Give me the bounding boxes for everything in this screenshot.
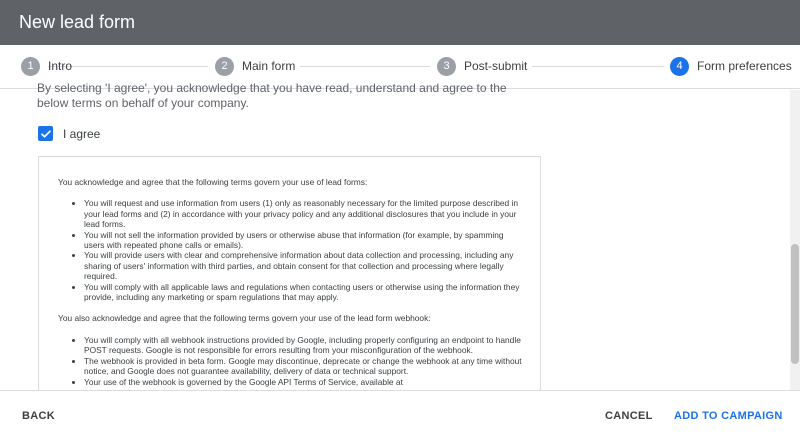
add-to-campaign-button[interactable]: ADD TO CAMPAIGN (674, 410, 783, 422)
list-item: • You will comply with all webhook instructions provided by Google, including properly configuring an endpoint to handle POST requests. Google is not responsible for errors resulting from your misconfiguration of the webhook. (84, 335, 522, 356)
step-number: 2 (215, 57, 234, 76)
step-connector (532, 66, 664, 67)
list-item: • You will request and use information from users (1) only as reasonably necessary for the limited purpose described in your lead forms and (2) in accordance with your privacy policy and any additional disclosures that you include in your lead forms. (84, 198, 522, 229)
terms-box (38, 156, 541, 406)
form-preferences-panel (0, 81, 790, 390)
checkmark-icon (40, 128, 52, 140)
step-label: Post-submit (464, 59, 528, 73)
agree-checkbox[interactable] (38, 126, 53, 141)
list-item: • The webhook is provided in beta form. Google may discontinue, deprecate or change the webhook at any time without notice, and Google does not guarantee availability, delivery of data or technical support. (84, 356, 522, 377)
list-item: • You will comply with all applicable laws and regulations when contacting users or otherwise using the information they provide, including any marketing or spam regulations that may apply. (84, 282, 522, 303)
cancel-button[interactable]: CANCEL (605, 410, 653, 422)
agree-checkbox-row[interactable] (38, 126, 100, 141)
step-label: Form preferences (697, 59, 792, 73)
step-form-preferences[interactable] (670, 56, 792, 76)
list-item: • Your use of the webhook is governed by the Google API Terms of Service, available at (84, 377, 522, 387)
step-post-submit[interactable] (437, 56, 527, 76)
scrollbar[interactable] (790, 90, 800, 390)
webhook-terms-intro: You also acknowledge and agree that the following terms govern your use of the lead form webhook: (58, 313, 431, 324)
step-label: Main form (242, 59, 296, 73)
step-number: 3 (437, 57, 456, 76)
lead-forms-terms-list (84, 198, 522, 302)
dialog-header (0, 0, 800, 45)
step-number: 1 (21, 57, 40, 76)
list-item: • You will provide users with clear and comprehensive information about data collection and processing, including any sharing of users' information with third parties, and obtain consent for that collection and processing where legally required. (84, 250, 522, 281)
dialog-title: New lead form (19, 12, 136, 32)
step-main-form[interactable] (215, 56, 295, 76)
webhook-terms-list (84, 335, 522, 387)
agree-label: I agree (63, 126, 101, 141)
list-item: • You will not sell the information provided by users or otherwise abuse that information (for example, by spamming users with repeated phone calls or emails). (84, 230, 522, 251)
terms-acknowledgement-text: By selecting 'I agree', you acknowledge that you have read, understand and agree to the below terms on behalf of your company. (37, 81, 507, 110)
step-number: 4 (670, 57, 689, 76)
scrollbar-thumb[interactable] (791, 244, 799, 364)
dialog-footer (0, 390, 800, 438)
step-connector (300, 66, 430, 67)
step-label: Intro (48, 59, 73, 73)
back-button[interactable]: BACK (22, 410, 55, 422)
lead-forms-terms-intro: You acknowledge and agree that the following terms govern your use of lead forms: (58, 177, 368, 187)
step-intro[interactable] (21, 56, 72, 76)
